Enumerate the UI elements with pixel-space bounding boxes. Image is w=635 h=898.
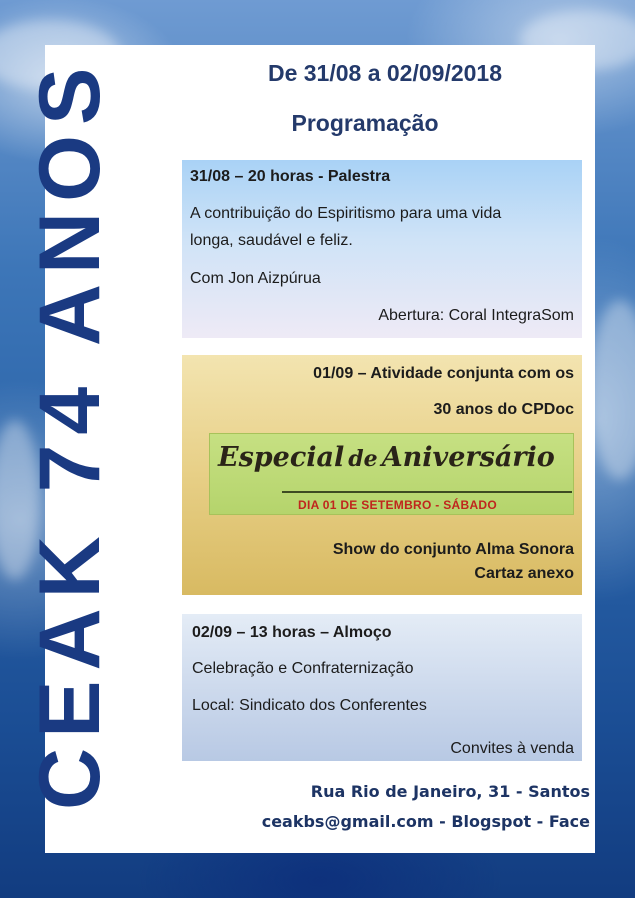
footer-address: Rua Rio de Janeiro, 31 - Santos <box>310 782 590 801</box>
event1-description-line2: longa, saudável e feliz. <box>190 232 353 249</box>
banner-word-aniversario: Aniversário <box>381 442 555 473</box>
banner-subtitle: DIA 01 DE SETEMBRO - SÁBADO <box>298 498 498 512</box>
banner-script <box>218 442 568 473</box>
event3-line2: Local: Sindicato dos Conferentes <box>192 697 427 714</box>
event-box-lecture <box>182 160 582 338</box>
event2-heading-line2: 30 anos do CPDoc <box>433 401 574 418</box>
event1-description-line1: A contribuição do Espiritismo para uma vida <box>190 205 502 222</box>
event2-show: Show do conjunto Alma Sonora <box>332 541 574 558</box>
date-range: De 31/08 a 02/09/2018 <box>267 60 503 86</box>
event1-speaker: Com Jon Aizpúrua <box>190 270 321 287</box>
event3-line1: Celebração e Confraternização <box>192 660 414 677</box>
program-title: Programação <box>291 110 439 136</box>
background-cloud <box>590 300 635 480</box>
banner-word-especial: Especial <box>218 442 345 473</box>
event2-heading-line1: 01/09 – Atividade conjunta com os <box>313 365 574 382</box>
banner-divider <box>282 491 572 493</box>
banner-word-de: de <box>348 446 378 472</box>
vertical-title: CEAK 74 ANOS <box>22 57 118 810</box>
event1-heading: 31/08 – 20 horas - Palestra <box>190 168 391 185</box>
event2-poster: Cartaz anexo <box>474 565 574 582</box>
event3-tickets: Convites à venda <box>450 740 574 757</box>
event-box-joint-activity <box>182 355 582 595</box>
event-box-lunch <box>182 614 582 761</box>
event1-opening: Abertura: Coral IntegraSom <box>378 307 574 324</box>
footer-contacts: ceakbs@gmail.com - Blogspot - Face <box>261 812 590 831</box>
anniversary-banner <box>209 433 574 515</box>
event3-heading: 02/09 – 13 horas – Almoço <box>192 624 392 641</box>
